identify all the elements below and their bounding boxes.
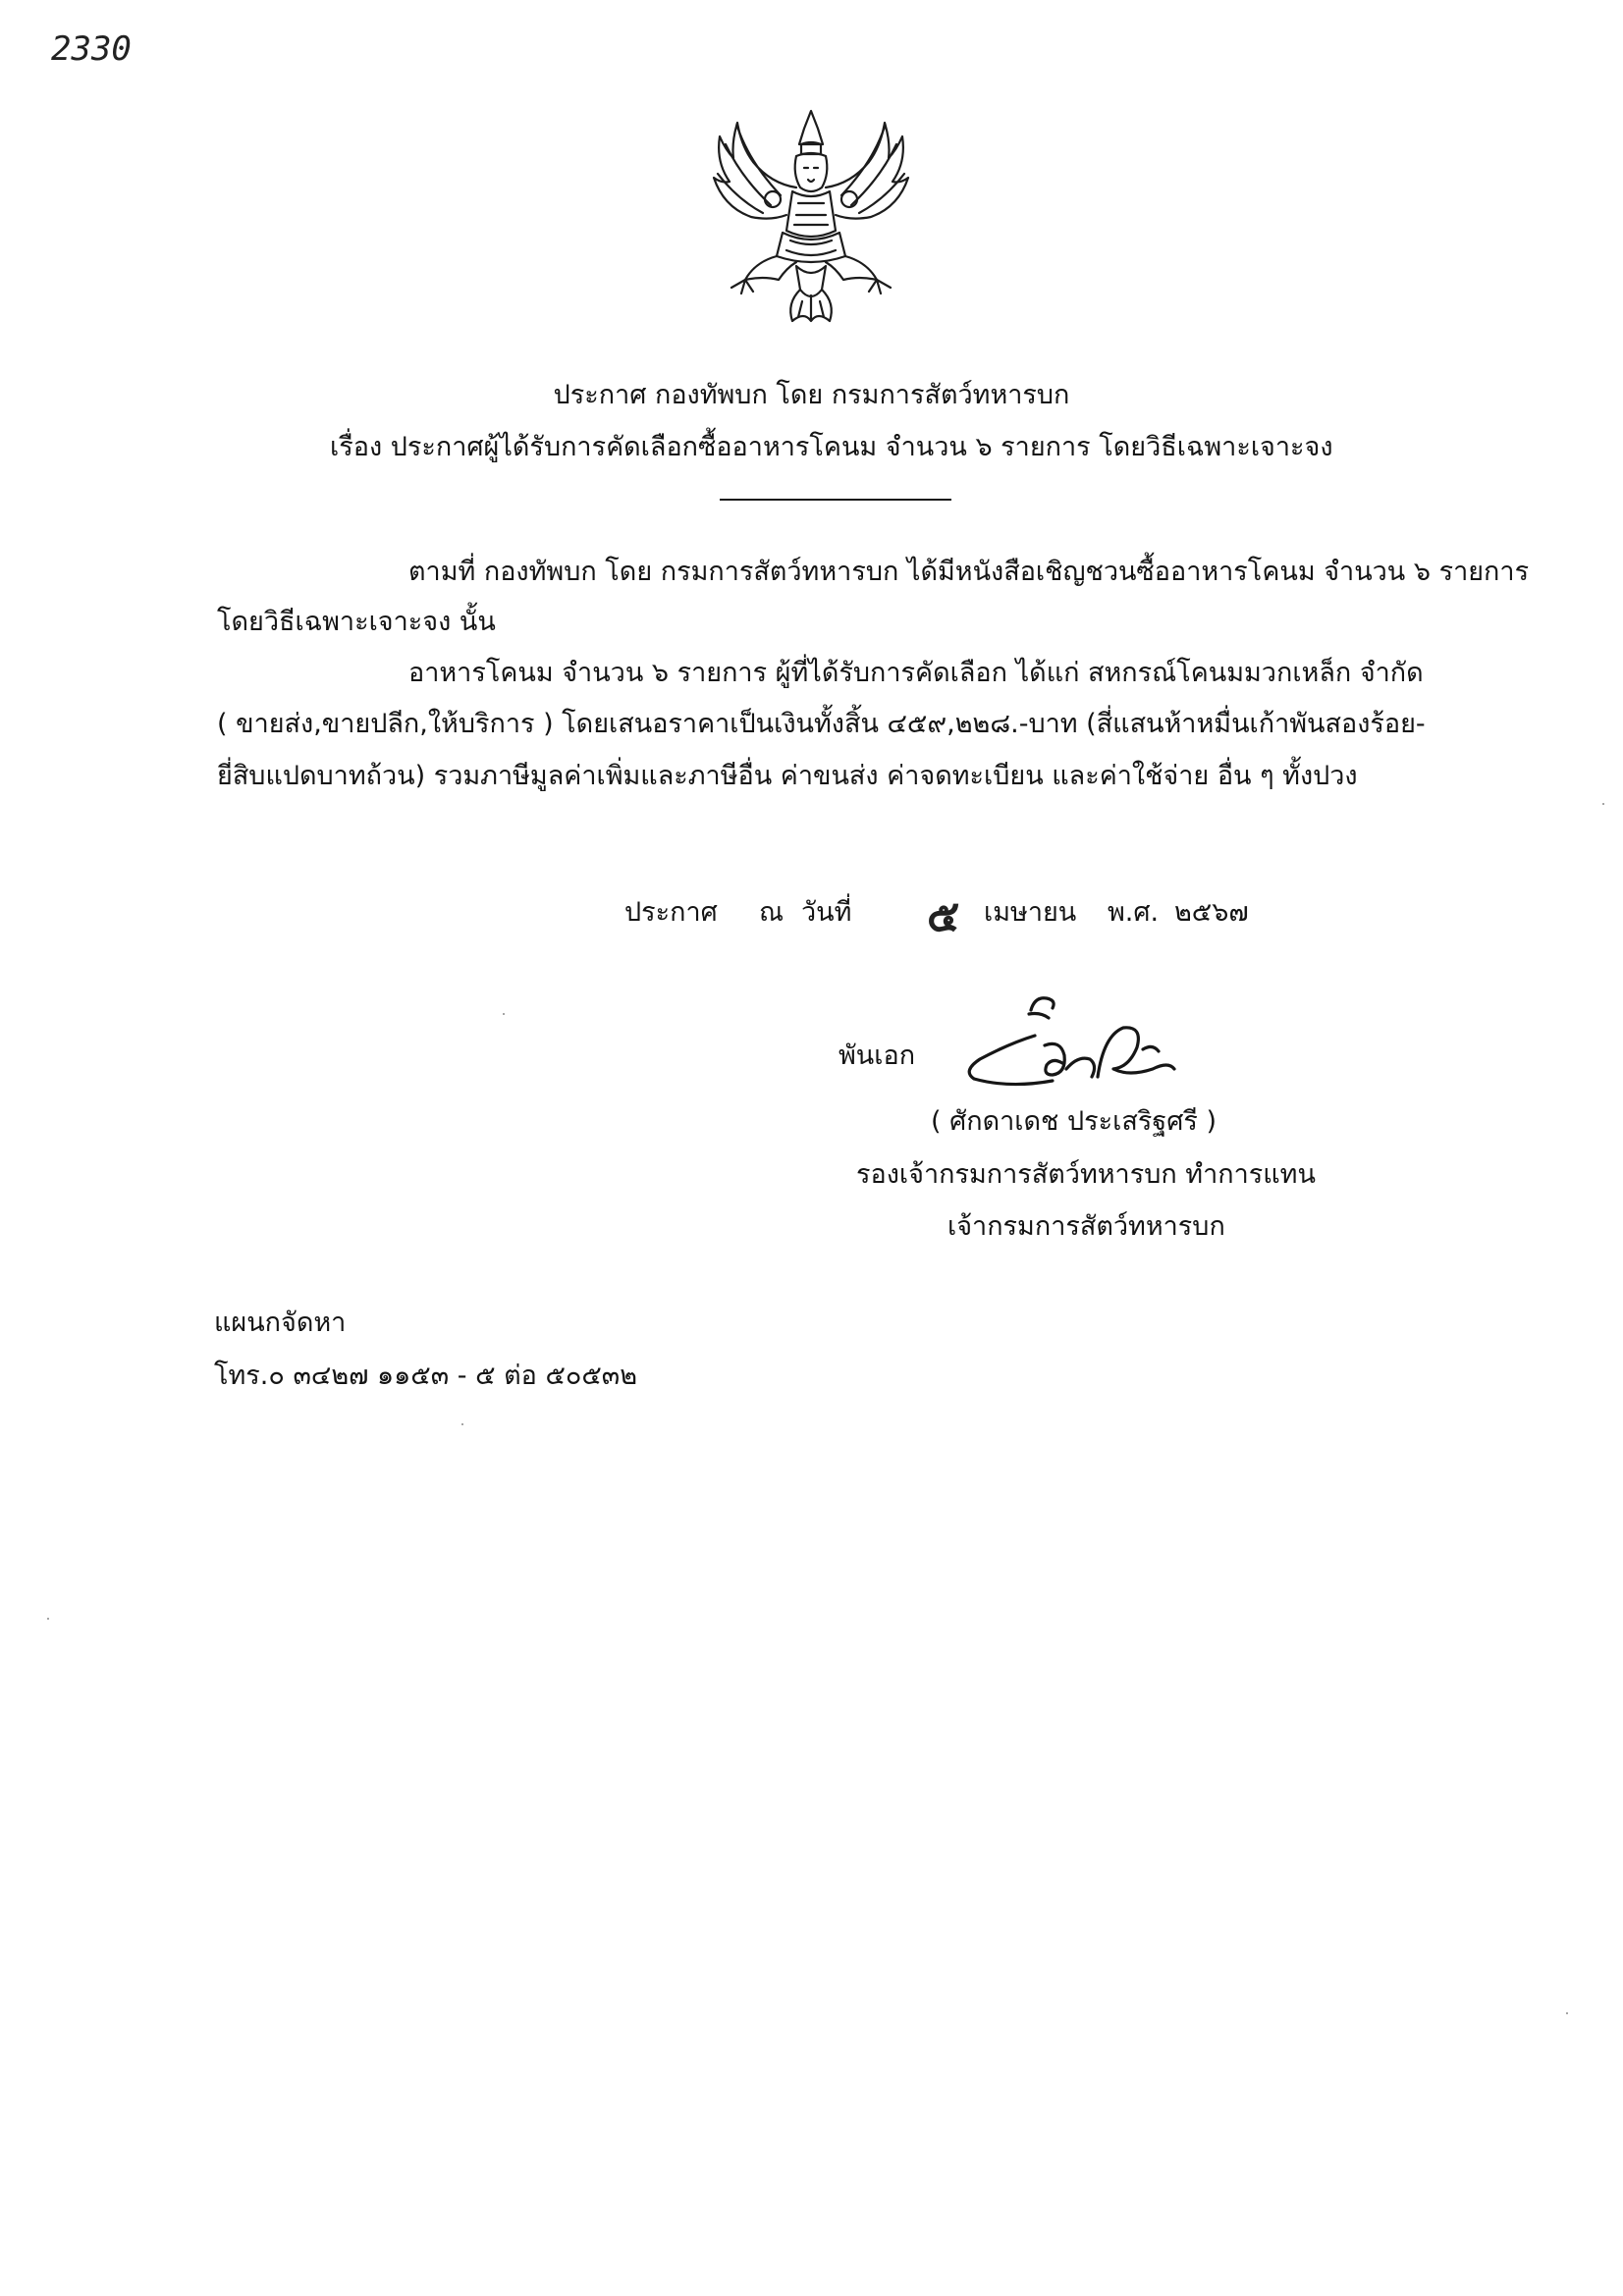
scan-speck	[1566, 2012, 1568, 2014]
body-paragraph-2-line-3: ยี่สิบแปดบาทถ้วน) รวมภาษีมูลค่าเพิ่มและภาษีอื่น ค่าขนส่ง ค่าจดทะเบียน และค่าใช้จ่าย อื่น ๆ ทั้งปวง	[217, 761, 1358, 791]
body-paragraph-1-line-2: โดยวิธีเฉพาะเจาะจง นั้น	[217, 607, 496, 637]
scan-speck	[1602, 803, 1604, 805]
date-month: เมษายน	[984, 897, 1077, 928]
date-day-label: วันที่	[801, 897, 852, 928]
signatory-name: ( ศักดาเดช ประเสริฐศรี )	[931, 1106, 1217, 1137]
date-prefix: ประกาศ	[624, 897, 718, 928]
body-paragraph-2-line-1: อาหารโคนม จำนวน ๖ รายการ ผู้ที่ได้รับการคัดเลือก ได้แก่ สหกรณ์โคนมมวกเหล็ก จำกัด	[408, 658, 1424, 688]
body-paragraph-2-line-2: ( ขายส่ง,ขายปลีก,ให้บริการ ) โดยเสนอราคาเป็นเงินทั้งสิ้น ๔๕๙,๒๒๘.-บาท (สี่แสนห้าหมื่นเก้าพันสองร้อย-	[217, 709, 1426, 739]
signatory-rank: พันเอก	[839, 1041, 916, 1071]
date-day-handwritten: ๕	[927, 891, 960, 941]
signatory-position-line-2: เจ้ากรมการสัตว์ทหารบก	[947, 1211, 1225, 1242]
date-year: ๒๕๖๗	[1174, 897, 1249, 928]
footer-phone: โทร.๐ ๓๔๒๗ ๑๑๕๓ - ๕ ต่อ ๕๐๕๓๒	[214, 1361, 638, 1391]
date-era: พ.ศ.	[1108, 897, 1160, 928]
scan-speck	[461, 1423, 463, 1425]
body-paragraph-1-line-1: ตามที่ กองทัพบก โดย กรมการสัตว์ทหารบก ได้มีหนังสือเชิญชวนซื้ออาหารโคนม จำนวน ๖ รายการ	[408, 557, 1530, 587]
announcement-subject: เรื่อง ประกาศผู้ได้รับการคัดเลือกซื้ออาหารโคนม จำนวน ๖ รายการ โดยวิธีเฉพาะเจาะจง	[330, 432, 1333, 462]
scan-speck	[503, 1013, 505, 1015]
scan-speck	[47, 1618, 49, 1620]
handwritten-signature	[950, 987, 1216, 1109]
announcement-title: ประกาศ กองทัพบก โดย กรมการสัตว์ทหารบก	[553, 380, 1070, 410]
footer-department: แผนกจัดหา	[214, 1308, 347, 1338]
date-at: ณ	[759, 897, 784, 928]
handwritten-reference-number: 2330	[51, 29, 132, 69]
title-divider	[720, 499, 951, 501]
signatory-position-line-1: รองเจ้ากรมการสัตว์ทหารบก ทำการแทน	[856, 1159, 1316, 1190]
garuda-emblem-icon	[702, 93, 920, 334]
